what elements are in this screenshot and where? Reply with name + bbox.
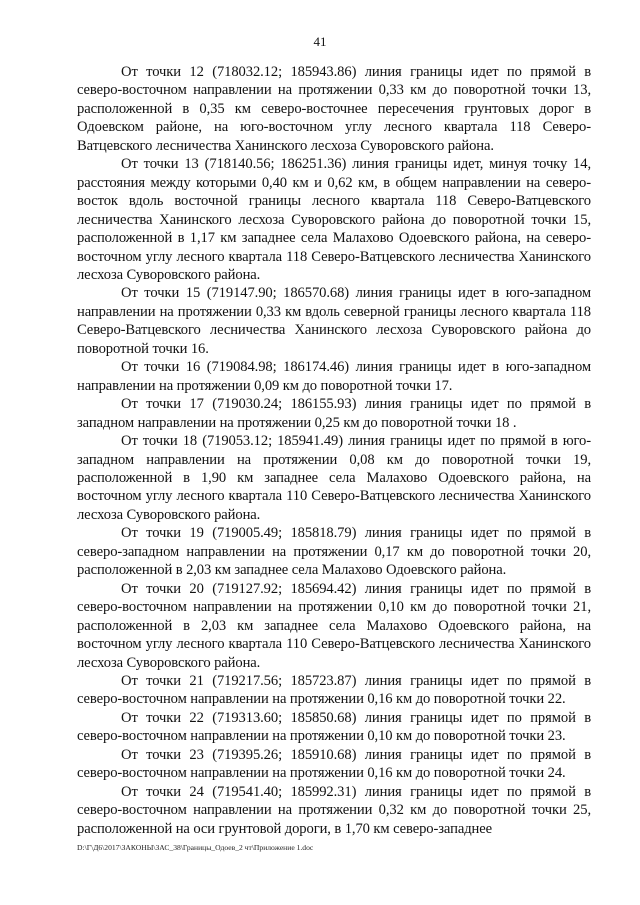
page-number: 41 — [313, 34, 327, 49]
paragraph-point-15: От точки 15 (719147.90; 186570.68) линия границы идет в юго-западном направлении на протяжении 0,33 км вдоль северной границы лесного квартала 118 Северо-Ватцевского лесничества Ханинского лесхоза Суворовского района до поворотной точки 16. — [77, 285, 591, 357]
paragraph-point-19: От точки 19 (719005.49; 185818.79) линия границы идет по прямой в северо-западном направлении на протяжении 0,17 км до поворотной точки 20, расположенной в 2,03 км западнее села Малахово Одоевского района. — [77, 525, 591, 579]
paragraph-point-22: От точки 22 (719313.60; 185850.68) линия границы идет по прямой в северо-восточном направлении на протяжении 0,10 км до поворотной точки 23. — [77, 709, 591, 745]
paragraph-point-18: От точки 18 (719053.12; 185941.49) линия границы идет по прямой в юго-западном направлении на протяжении 0,08 км до поворотной точки 19, расположенной в 1,90 км западнее села Малахово Одоевского района, на восточном углу лесного квартала 110 Северо-Ватцевского лесничества Ханинского лесхоза Суворовского района. — [77, 433, 591, 523]
paragraph-point-16: От точки 16 (719084.98; 186174.46) линия границы идет в юго-западном направлении на протяжении 0,09 км до поворотной точки 17. — [77, 359, 591, 394]
paragraph-point-20: От точки 20 (719127.92; 185694.42) линия границы идет по прямой в северо-восточном направлении на протяжении 0,10 км до поворотной точки 21, расположенной в 2,03 км западнее села Малахово Одоевского района, на восточном углу лесного квартала 110 Северо-Ватцевского лесничества Ханинского лесхоза Суворовского района. — [77, 580, 591, 671]
paragraph-point-13: От точки 13 (718140.56; 186251.36) линия границы идет, минуя точку 14, расстояния между которыми 0,40 км и 0,62 км, в общем направлении на северо-восток вдоль восточной границы лесного квартала 118 Северо-Ватцевского лесничества Ханинского лесхоза Суворовского района до поворотной точки 15, расположенной в 1,17 км западнее села Малахово Одоевского района, на северо-восточном углу лесного квартала 118 Северо-Ватцевского лесничества Ханинского лесхоза Суворовского района. — [77, 156, 591, 283]
paragraph-point-23: От точки 23 (719395.26; 185910.68) линия границы идет по прямой в северо-восточном направлении на протяжении 0,16 км до поворотной точки 24. — [77, 746, 591, 782]
paragraph-point-24: От точки 24 (719541.40; 185992.31) линия границы идет по прямой в северо-восточном направлении на протяжении 0,32 км до поворотной точки 25, расположенной на оси грунтовой дороги, в 1,70 км северо-западнее — [77, 783, 591, 837]
document-body — [77, 63, 591, 838]
paragraph-point-12: От точки 12 (718032.12; 185943.86) линия границы идет по прямой в северо-восточном направлении на протяжении 0,33 км до поворотной точки 13, расположенной в 0,35 км северо-восточнее пересечения грунтовых дорог в Одоевском районе, на юго-восточном углу лесного квартала 118 Северо-Ватцевского лесничества Ханинского лесхоза Суворовского района. — [77, 64, 591, 154]
paragraph-point-17: От точки 17 (719030.24; 186155.93) линия границы идет по прямой в западном направлении на протяжении 0,25 км до поворотной точки 18 . — [77, 396, 591, 431]
footer-file-path: D:\Г\Д6\2017\ЗАКОНЫ\ЗАС_38\Границы_Одоев_2 чт\Приложение 1.doc — [77, 843, 314, 852]
paragraph-point-21: От точки 21 (719217.56; 185723.87) линия границы идет по прямой в северо-восточном направлении на протяжении 0,16 км до поворотной точки 22. — [77, 672, 591, 708]
